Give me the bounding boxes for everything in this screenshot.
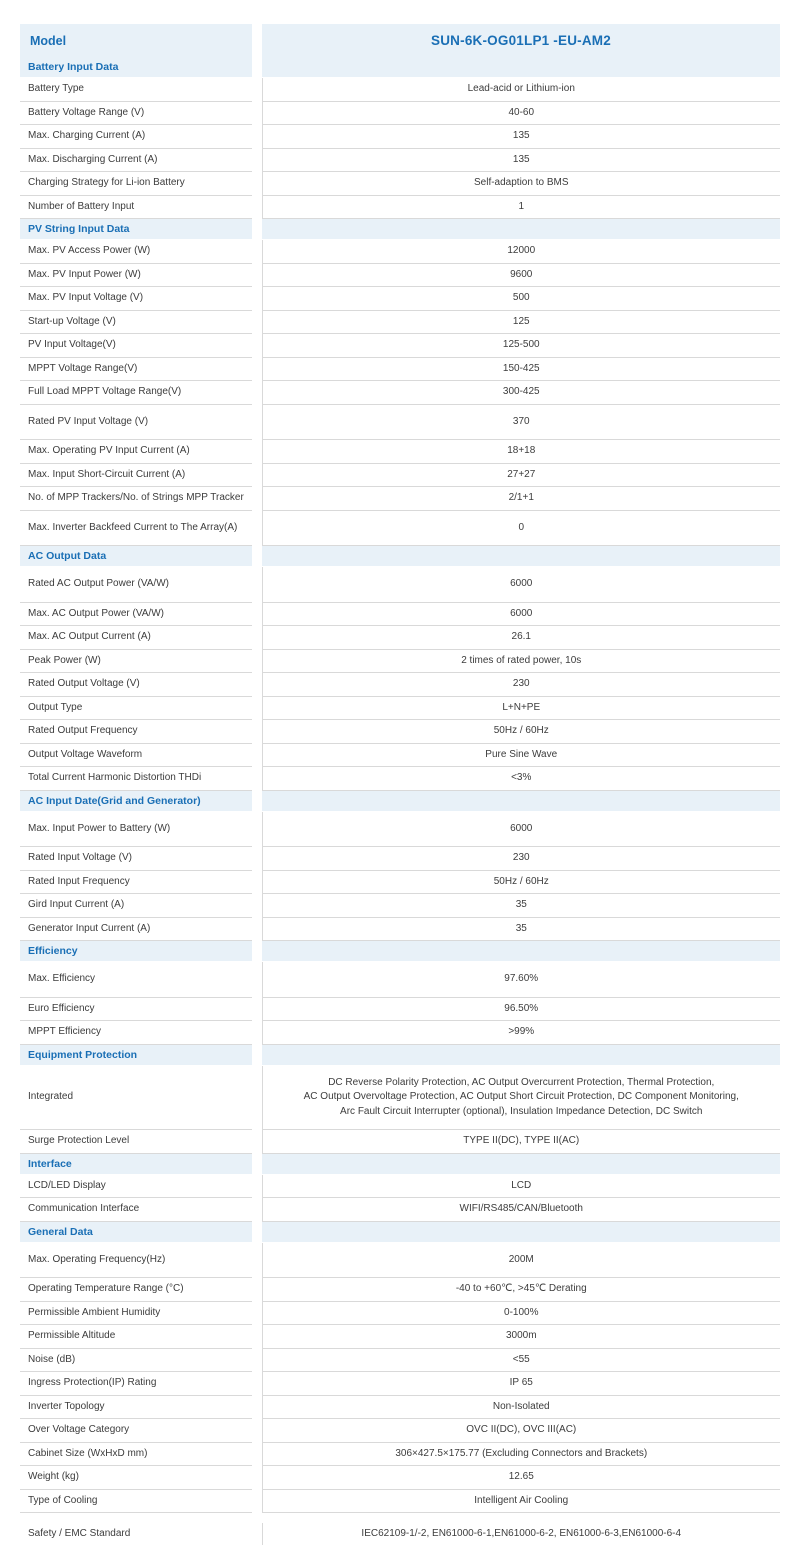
- row-gap: [252, 962, 262, 998]
- row-label: No. of MPP Trackers/No. of Strings MPP Tracker: [20, 487, 252, 511]
- table-row: [20, 357, 780, 381]
- row-label: Safety / EMC Standard: [28, 1527, 131, 1539]
- table-row: [20, 240, 780, 264]
- row-label: Operating Temperature Range (°C): [20, 1278, 252, 1302]
- row-label: Max. Charging Current (A): [20, 125, 252, 149]
- table-row: [20, 1301, 780, 1325]
- table-row: [20, 1198, 780, 1222]
- row-label: Max. AC Output Power (VA/W): [20, 602, 252, 626]
- row-gap: [252, 310, 262, 334]
- row-label: MPPT Efficiency: [20, 1021, 252, 1045]
- spacer-cell-value: [262, 1513, 780, 1523]
- row-label: Start-up Voltage (V): [20, 310, 252, 334]
- row-value: 125-500: [262, 334, 780, 358]
- row-gap: [252, 148, 262, 172]
- table-row: [20, 1065, 780, 1130]
- table-row: [20, 125, 780, 149]
- row-value: IEC62109-1/-2, EN61000-6-1,EN61000-6-2, EN61000-6-3,EN61000-6-4: [262, 1523, 780, 1546]
- row-label: Inverter Topology: [20, 1395, 252, 1419]
- row-label: Rated PV Input Voltage (V): [20, 404, 252, 440]
- table-row: [20, 1489, 780, 1513]
- row-value: 2 times of rated power, 10s: [262, 649, 780, 673]
- row-value: 125: [262, 310, 780, 334]
- row-gap: [252, 78, 262, 102]
- section-title: AC Output Data: [20, 546, 252, 567]
- table-row: [20, 673, 780, 697]
- row-value: 6000: [262, 602, 780, 626]
- table-row: [20, 172, 780, 196]
- row-value: 500: [262, 287, 780, 311]
- row-label: Type of Cooling: [20, 1489, 252, 1513]
- row-label: Max. Discharging Current (A): [20, 148, 252, 172]
- table-row: [20, 263, 780, 287]
- row-label: Max. Operating Frequency(Hz): [20, 1242, 252, 1278]
- row-gap: [252, 1348, 262, 1372]
- row-value: 135: [262, 148, 780, 172]
- section-header-row: [20, 790, 780, 811]
- row-gap: [252, 263, 262, 287]
- row-label: Rated Output Voltage (V): [20, 673, 252, 697]
- row-label: Output Voltage Waveform: [20, 743, 252, 767]
- section-header-row: [20, 941, 780, 962]
- row-gap: [252, 1242, 262, 1278]
- section-value-cell: [262, 57, 780, 78]
- row-label: Full Load MPPT Voltage Range(V): [20, 381, 252, 405]
- section-title: Interface: [20, 1153, 252, 1174]
- table-row: [20, 626, 780, 650]
- row-gap: [252, 602, 262, 626]
- section-header-row: [20, 1044, 780, 1065]
- row-value: 97.60%: [262, 962, 780, 998]
- row-value: L+N+PE: [262, 696, 780, 720]
- row-gap: [252, 1395, 262, 1419]
- table-row: [20, 510, 780, 546]
- row-gap: [252, 1523, 262, 1546]
- row-gap: [252, 125, 262, 149]
- section-title: Efficiency: [20, 941, 252, 962]
- table-row: [20, 1442, 780, 1466]
- section-gap: [252, 546, 262, 567]
- row-label: Rated Input Frequency: [20, 870, 252, 894]
- row-value: 96.50%: [262, 997, 780, 1021]
- row-value: 6000: [262, 811, 780, 847]
- row-value: <3%: [262, 767, 780, 791]
- row-label: Surge Protection Level: [20, 1130, 252, 1154]
- row-value: IP 65: [262, 1372, 780, 1396]
- row-label: Euro Efficiency: [20, 997, 252, 1021]
- row-value: 40-60: [262, 101, 780, 125]
- row-value: 3000m: [262, 1325, 780, 1349]
- row-label: Charging Strategy for Li-ion Battery: [20, 172, 252, 196]
- section-value-cell: [262, 1044, 780, 1065]
- row-gap: [252, 649, 262, 673]
- row-gap: [252, 767, 262, 791]
- row-gap: [252, 626, 262, 650]
- row-label: Rated AC Output Power (VA/W): [20, 567, 252, 603]
- table-row: [20, 463, 780, 487]
- section-header-row: [20, 1153, 780, 1174]
- row-value: 370: [262, 404, 780, 440]
- table-row: [20, 148, 780, 172]
- section-value-cell: [262, 1153, 780, 1174]
- row-label: MPPT Voltage Range(V): [20, 357, 252, 381]
- row-value: <55: [262, 1348, 780, 1372]
- table-row: [20, 487, 780, 511]
- row-gap: [252, 1174, 262, 1198]
- table-row: [20, 917, 780, 941]
- table-header-row: [20, 24, 780, 57]
- row-value: 230: [262, 847, 780, 871]
- row-gap: [252, 1325, 262, 1349]
- row-gap: [252, 1065, 262, 1130]
- section-title: PV String Input Data: [20, 219, 252, 240]
- row-value: 306×427.5×175.77 (Excluding Connectors and Brackets): [262, 1442, 780, 1466]
- row-value: 26.1: [262, 626, 780, 650]
- row-label: PV Input Voltage(V): [20, 334, 252, 358]
- row-gap: [252, 1301, 262, 1325]
- section-value-cell: [262, 1221, 780, 1242]
- row-label: Max. Input Short-Circuit Current (A): [20, 463, 252, 487]
- table-row: [20, 1419, 780, 1443]
- section-gap: [252, 790, 262, 811]
- row-gap: [252, 673, 262, 697]
- table-row: [20, 1395, 780, 1419]
- table-row: [20, 743, 780, 767]
- section-header-row: [20, 219, 780, 240]
- row-gap: [252, 917, 262, 941]
- table-row: [20, 381, 780, 405]
- row-gap: [252, 1278, 262, 1302]
- row-gap: [252, 510, 262, 546]
- row-gap: [252, 811, 262, 847]
- row-value: 300-425: [262, 381, 780, 405]
- row-gap: [252, 567, 262, 603]
- row-value: >99%: [262, 1021, 780, 1045]
- table-row: [20, 1242, 780, 1278]
- spacer-gap: [252, 1513, 262, 1523]
- row-value: 35: [262, 894, 780, 918]
- table-row: [20, 1021, 780, 1045]
- row-gap: [252, 1466, 262, 1490]
- row-gap: [252, 487, 262, 511]
- table-row: [20, 287, 780, 311]
- table-row: [20, 567, 780, 603]
- table-row: [20, 811, 780, 847]
- section-header-row: [20, 546, 780, 567]
- section-value-cell: [262, 546, 780, 567]
- row-gap: [252, 720, 262, 744]
- row-gap: [252, 1021, 262, 1045]
- table-row: [20, 962, 780, 998]
- row-label: Generator Input Current (A): [20, 917, 252, 941]
- row-gap: [252, 240, 262, 264]
- row-value: 12000: [262, 240, 780, 264]
- table-row: [20, 78, 780, 102]
- row-value: Intelligent Air Cooling: [262, 1489, 780, 1513]
- row-value: 35: [262, 917, 780, 941]
- row-value: 150-425: [262, 357, 780, 381]
- row-label: Max. AC Output Current (A): [20, 626, 252, 650]
- row-label: Noise (dB): [20, 1348, 252, 1372]
- row-gap: [252, 847, 262, 871]
- row-label: Permissible Altitude: [20, 1325, 252, 1349]
- table-row: [20, 696, 780, 720]
- row-label: Max. Efficiency: [20, 962, 252, 998]
- table-row: [20, 894, 780, 918]
- row-value: 135: [262, 125, 780, 149]
- row-gap: [252, 743, 262, 767]
- section-gap: [252, 1221, 262, 1242]
- section-gap: [252, 219, 262, 240]
- section-header-row: [20, 57, 780, 78]
- section-title: Battery Input Data: [20, 57, 252, 78]
- row-label: Ingress Protection(IP) Rating: [20, 1372, 252, 1396]
- row-label: Gird Input Current (A): [20, 894, 252, 918]
- row-value: 0: [262, 510, 780, 546]
- table-spacer: [20, 1513, 780, 1523]
- row-label: Max. Inverter Backfeed Current to The Array(A): [20, 510, 252, 546]
- row-gap: [252, 696, 262, 720]
- row-gap: [252, 101, 262, 125]
- row-value: 18+18: [262, 440, 780, 464]
- row-value: Self-adaption to BMS: [262, 172, 780, 196]
- row-value: -40 to +60℃, >45℃ Derating: [262, 1278, 780, 1302]
- row-label: Rated Output Frequency: [20, 720, 252, 744]
- row-gap: [252, 1130, 262, 1154]
- table-row: [20, 1278, 780, 1302]
- table-row: [20, 1466, 780, 1490]
- row-gap: [252, 1372, 262, 1396]
- section-gap: [252, 941, 262, 962]
- specifications-table: [20, 24, 780, 1545]
- row-gap: [252, 357, 262, 381]
- row-value: 9600: [262, 263, 780, 287]
- row-label: Max. Input Power to Battery (W): [20, 811, 252, 847]
- row-gap: [252, 894, 262, 918]
- row-value: 0-100%: [262, 1301, 780, 1325]
- row-label: Max. PV Input Power (W): [20, 263, 252, 287]
- table-row: [20, 602, 780, 626]
- row-value: OVC II(DC), OVC III(AC): [262, 1419, 780, 1443]
- row-value: 50Hz / 60Hz: [262, 870, 780, 894]
- row-label: Peak Power (W): [20, 649, 252, 673]
- row-label: Rated Input Voltage (V): [20, 847, 252, 871]
- row-label: Output Type: [20, 696, 252, 720]
- section-gap: [252, 1044, 262, 1065]
- header-label: Model: [20, 24, 252, 57]
- row-gap: [252, 404, 262, 440]
- row-label: Battery Type: [20, 78, 252, 102]
- row-value: WIFI/RS485/CAN/Bluetooth: [262, 1198, 780, 1222]
- row-label: LCD/LED Display: [20, 1174, 252, 1198]
- row-label: Battery Voltage Range (V): [20, 101, 252, 125]
- row-value: 1: [262, 195, 780, 219]
- row-label: Cabinet Size (WxHxD mm): [20, 1442, 252, 1466]
- table-row: [20, 870, 780, 894]
- table-row: [20, 1348, 780, 1372]
- row-gap: [252, 195, 262, 219]
- table-row: [20, 1174, 780, 1198]
- row-gap: [252, 334, 262, 358]
- section-gap: [252, 1153, 262, 1174]
- table-row: [20, 767, 780, 791]
- table-row: [20, 195, 780, 219]
- row-gap: [252, 997, 262, 1021]
- row-gap: [252, 463, 262, 487]
- row-gap: [252, 1489, 262, 1513]
- row-label: Permissible Ambient Humidity: [20, 1301, 252, 1325]
- table-row: [20, 649, 780, 673]
- row-label: Communication Interface: [20, 1198, 252, 1222]
- section-value-cell: [262, 790, 780, 811]
- row-gap: [252, 172, 262, 196]
- section-header-row: [20, 1221, 780, 1242]
- section-title: General Data: [20, 1221, 252, 1242]
- row-gap: [252, 1419, 262, 1443]
- table-row: [20, 720, 780, 744]
- row-label: Total Current Harmonic Distortion THDi: [20, 767, 252, 791]
- table-row: [20, 1130, 780, 1154]
- row-label: Max. Operating PV Input Current (A): [20, 440, 252, 464]
- section-value-cell: [262, 219, 780, 240]
- row-value: 12.65: [262, 1466, 780, 1490]
- table-body: [20, 24, 780, 1545]
- table-row: [20, 1372, 780, 1396]
- table-row: [20, 334, 780, 358]
- table-row: [20, 101, 780, 125]
- spacer-cell: [20, 1513, 252, 1523]
- row-value: 230: [262, 673, 780, 697]
- table-row: [20, 997, 780, 1021]
- section-title: Equipment Protection: [20, 1044, 252, 1065]
- row-value: TYPE II(DC), TYPE II(AC): [262, 1130, 780, 1154]
- row-label: Max. PV Input Voltage (V): [20, 287, 252, 311]
- section-value-cell: [262, 941, 780, 962]
- table-row: [20, 1325, 780, 1349]
- table-row: [20, 440, 780, 464]
- row-label: Over Voltage Category: [20, 1419, 252, 1443]
- row-value: 27+27: [262, 463, 780, 487]
- row-gap: [252, 1198, 262, 1222]
- section-gap: [252, 57, 262, 78]
- row-value: 6000: [262, 567, 780, 603]
- row-value: LCD: [262, 1174, 780, 1198]
- table-row: [20, 310, 780, 334]
- row-gap: [252, 1442, 262, 1466]
- row-value: 200M: [262, 1242, 780, 1278]
- row-label: Integrated: [20, 1065, 252, 1130]
- row-value: Lead-acid or Lithium-ion: [262, 78, 780, 102]
- row-value: 50Hz / 60Hz: [262, 720, 780, 744]
- table-row: [20, 847, 780, 871]
- row-gap: [252, 381, 262, 405]
- row-label: Weight (kg): [20, 1466, 252, 1490]
- row-gap: [252, 440, 262, 464]
- row-label: Max. PV Access Power (W): [20, 240, 252, 264]
- row-value: Pure Sine Wave: [262, 743, 780, 767]
- table-row: [20, 1523, 780, 1546]
- row-value: DC Reverse Polarity Protection, AC Output Overcurrent Protection, Thermal Protection, AC Output Overvoltage Protection, AC Output Short Circuit Protection, DC Component Monitoring, Arc Fault Circuit Interrupter (optional), Insulation Impedance Detection, DC Switch: [262, 1065, 780, 1130]
- row-gap: [252, 870, 262, 894]
- row-value: 2/1+1: [262, 487, 780, 511]
- row-label: Number of Battery Input: [20, 195, 252, 219]
- table-row: [20, 404, 780, 440]
- header-model-value: SUN-6K-OG01LP1 -EU-AM2: [262, 24, 780, 57]
- row-gap: [252, 287, 262, 311]
- header-gap: [252, 24, 262, 57]
- section-title: AC Input Date(Grid and Generator): [20, 790, 252, 811]
- row-value: Non-Isolated: [262, 1395, 780, 1419]
